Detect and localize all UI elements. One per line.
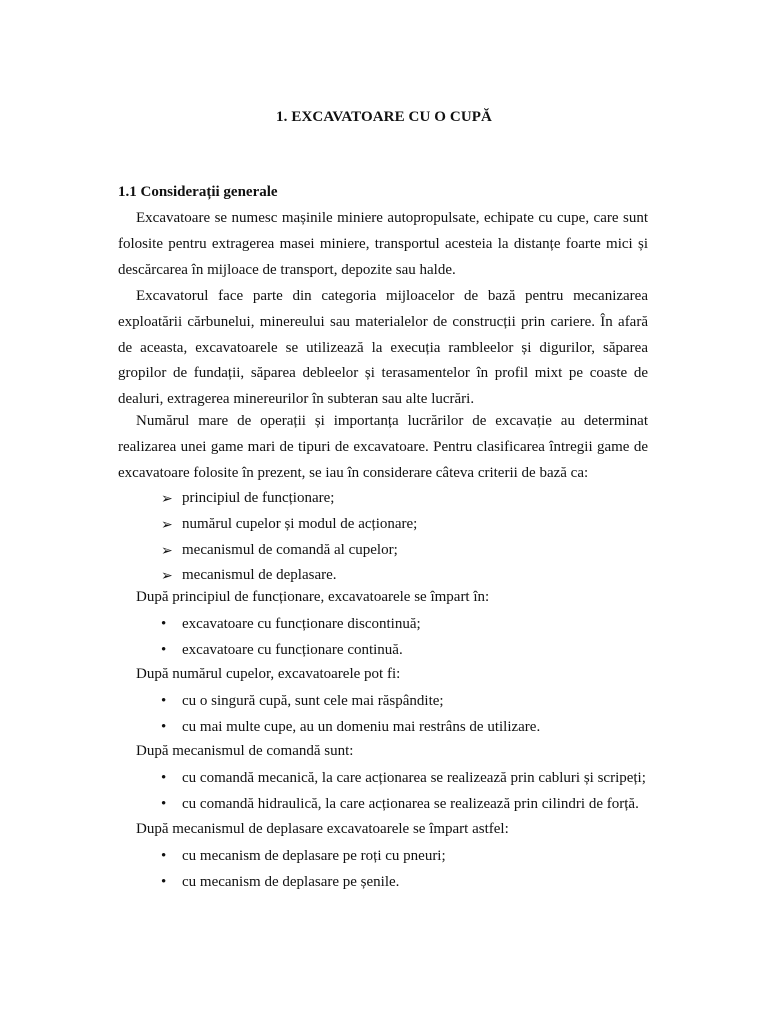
list-item [118, 563, 417, 589]
list-item-text: excavatoare cu funcționare continuă. [182, 641, 403, 658]
list-item-text: numărul cupelor și modul de acționare; [182, 515, 418, 532]
arrow-bullet-icon: ➢ [161, 543, 173, 559]
criteria-list [118, 486, 417, 589]
travel-list [118, 844, 446, 896]
list-item-text: cu o singură cupă, sunt cele mai răspândite; [182, 693, 444, 709]
round-bullet-icon: • [161, 718, 167, 735]
round-bullet-icon: • [161, 693, 167, 709]
paragraph-classification: Numărul mare de operații și importanța lucrărilor de excavație au determinat realizarea unei game mari de tipuri de excavatoare. Pentru clasificarea întregii game de excavatoare folosite în prezent, se iau în considerare câteva criterii de bază ca: [118, 413, 648, 481]
page-title: 1. EXCAVATOARE CU O CUPĂ [276, 109, 492, 125]
round-bullet-icon: • [161, 795, 167, 812]
round-bullet-icon: • [161, 848, 167, 864]
list-item [118, 689, 540, 715]
group-lead-travel: După mecanismul de deplasare excavatoarele se împart astfel: [136, 821, 509, 837]
list-item [118, 612, 421, 638]
round-bullet-icon: • [161, 873, 167, 890]
list-item-text: mecanismul de deplasare. [182, 567, 337, 584]
list-item-text: cu mai multe cupe, au un domeniu mai restrâns de utilizare. [182, 718, 541, 735]
group-lead-command: După mecanismul de comandă sunt: [136, 743, 354, 759]
arrow-bullet-icon: ➢ [161, 517, 173, 533]
list-item-text: mecanismul de comandă al cupelor; [182, 541, 398, 558]
group-lead-buckets: După numărul cupelor, excavatoarele pot fi: [136, 666, 401, 682]
list-item [118, 715, 540, 741]
list-item-text: cu mecanism de deplasare pe roți cu pneuri; [182, 848, 446, 864]
command-list [118, 766, 646, 818]
list-item-text: cu mecanism de deplasare pe șenile. [182, 873, 400, 890]
arrow-bullet-icon: ➢ [161, 492, 173, 507]
round-bullet-icon: • [161, 616, 167, 632]
list-item [118, 766, 646, 792]
round-bullet-icon: • [161, 641, 167, 658]
list-item [118, 512, 417, 538]
list-item [118, 638, 421, 664]
list-item-text: cu comandă mecanică, la care acționarea se realizează prin cabluri și scripeți; [182, 770, 646, 786]
section-heading: 1.1 Considerații generale [118, 184, 278, 200]
list-item [118, 538, 417, 564]
list-item-text: principiul de funcționare; [182, 490, 335, 506]
list-item-text: excavatoare cu funcționare discontinuă; [182, 616, 421, 632]
paragraph-definition: Excavatoare se numesc mașinile miniere autopropulsate, echipate cu cupe, care sunt folosite pentru extragerea masei miniere, transportul acesteia la distanțe foarte mici și descărcarea în mijloace de transport, depozite sau halde. [118, 210, 648, 278]
list-item [118, 870, 446, 896]
arrow-bullet-icon: ➢ [161, 569, 173, 585]
buckets-list [118, 689, 540, 741]
list-item [118, 792, 646, 818]
list-item-text: cu comandă hidraulică, la care acționarea se realizează prin cilindri de forță. [182, 795, 639, 812]
list-item [118, 844, 446, 870]
group-lead-functioning: După principiul de funcționare, excavatoarele se împart în: [136, 589, 490, 605]
functioning-list [118, 612, 421, 664]
paragraph-role: Excavatorul face parte din categoria mijloacelor de bază pentru mecanizarea exploatării cărbunelui, minereului sau materialelor de construcții prin cariere. În afară de aceasta, excavatoarele se utilizează la execuția rambleelor și digurilor, săparea gropilor de fundații, săparea debleelor și terasamentelor în profil mixt pe coaste de dealuri, extragerea minereurilor în subteran sau alte lucrări. [118, 288, 648, 408]
list-item [118, 486, 417, 512]
round-bullet-icon: • [161, 770, 167, 786]
